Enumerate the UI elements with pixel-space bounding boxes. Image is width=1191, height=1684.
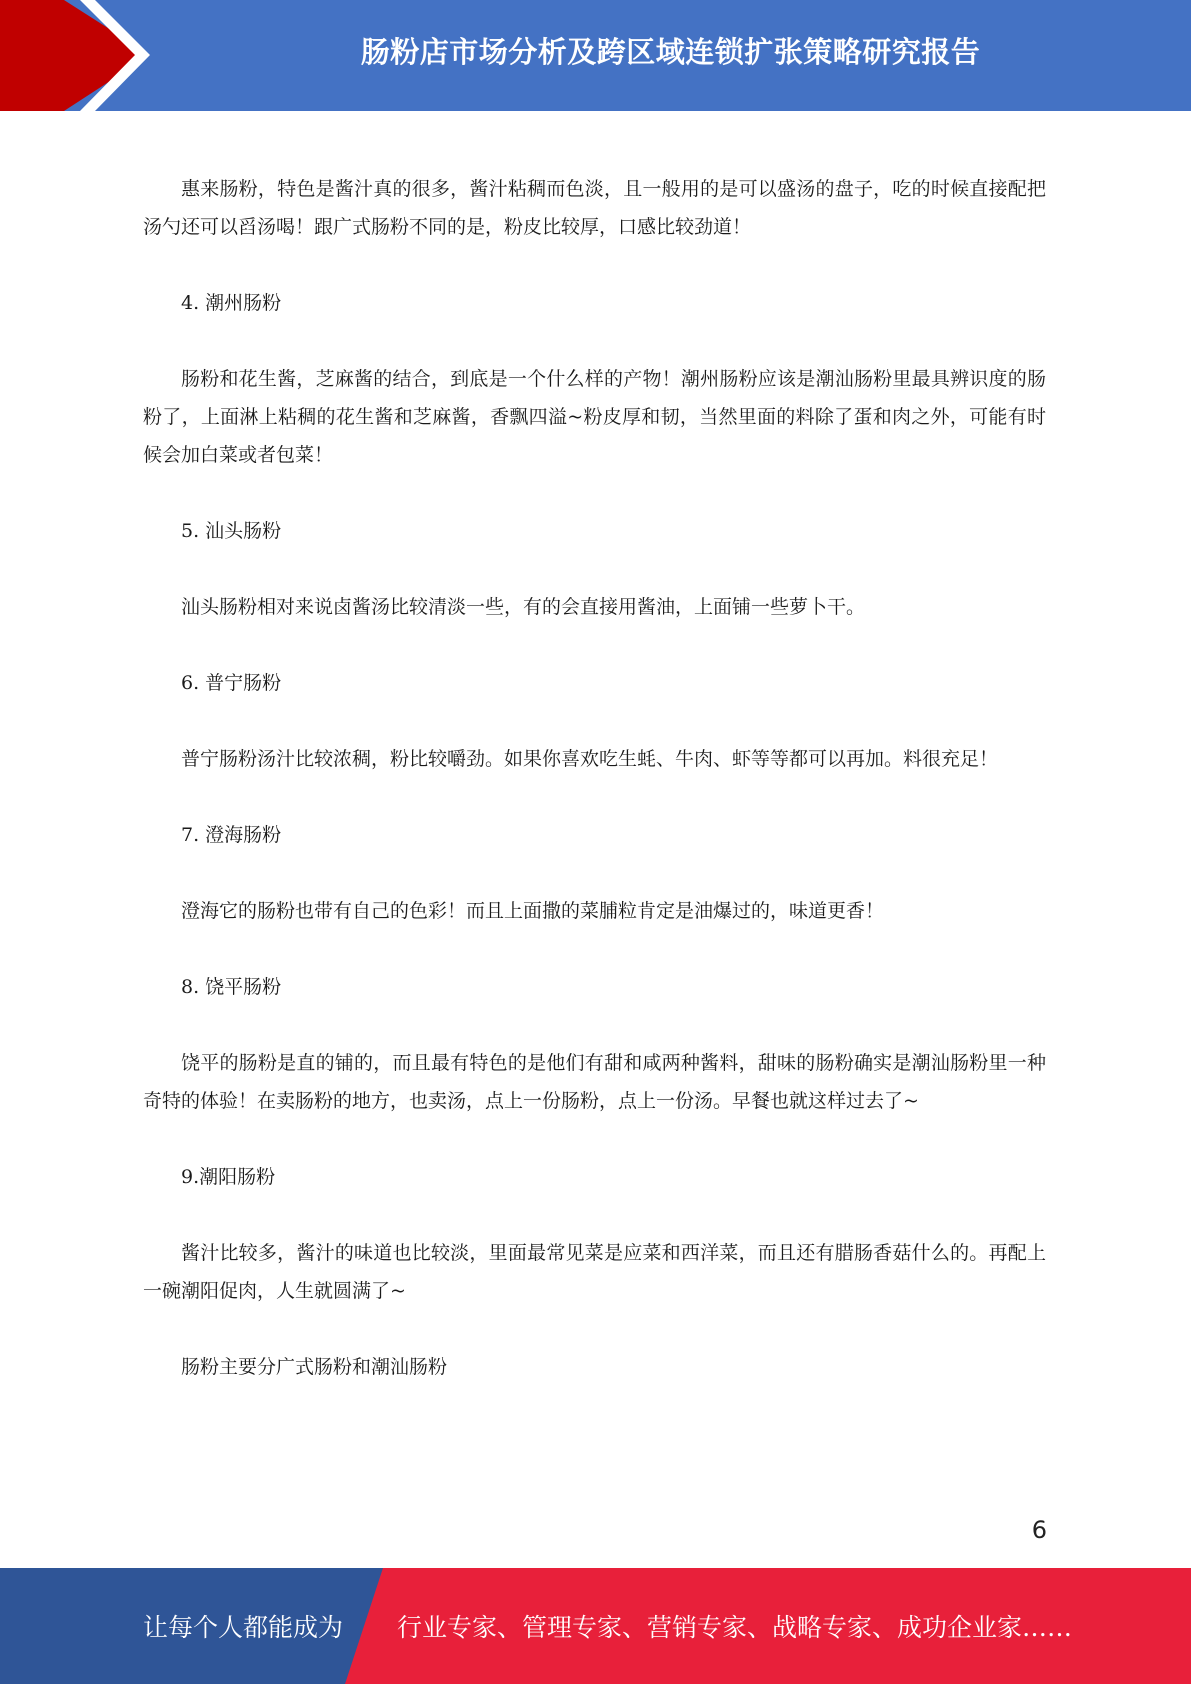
footer-slogan-left: 让每个人都能成为 <box>143 1613 344 1642</box>
page-footer <box>0 1568 1191 1684</box>
heading-puning: 6. 普宁肠粉 <box>181 672 282 694</box>
paragraph-huilai: 惠来肠粉，特色是酱汁真的很多，酱汁粘稠而色淡，且一般用的是可以盛汤的盘子，吃的时候直接配把汤勺还可以舀汤喝！跟广式肠粉不同的是，粉皮比较厚，口感比较劲道！ <box>143 178 1046 238</box>
page-number: 6 <box>1031 1516 1047 1544</box>
paragraph-raoping: 饶平的肠粉是直的铺的，而且最有特色的是他们有甜和咸两种酱料，甜味的肠粉确实是潮汕肠粉里一种奇特的体验！在卖肠粉的地方，也卖汤，点上一份肠粉，点上一份汤。早餐也就这样过去了~ <box>143 1052 1046 1112</box>
document-title: 肠粉店市场分析及跨区域连锁扩张策略研究报告 <box>360 34 981 69</box>
paragraph-shantou: 汕头肠粉相对来说卤酱汤比较清淡一些，有的会直接用酱油，上面铺一些萝卜干。 <box>181 596 866 618</box>
heading-chenghai: 7. 澄海肠粉 <box>181 824 282 846</box>
heading-chaoyang: 9.潮阳肠粉 <box>181 1166 276 1188</box>
paragraph-summary: 肠粉主要分广式肠粉和潮汕肠粉 <box>181 1356 448 1378</box>
paragraph-chaozhou: 肠粉和花生酱，芝麻酱的结合，到底是一个什么样的产物！潮州肠粉应该是潮汕肠粉里最具辨识度的肠粉了，上面淋上粘稠的花生酱和芝麻酱，香飘四溢~粉皮厚和韧，当然里面的料除了蛋和肉之外，可能有时候会加白菜或者包菜！ <box>143 368 1046 466</box>
page-header <box>0 0 1191 111</box>
paragraph-puning: 普宁肠粉汤汁比较浓稠，粉比较嚼劲。如果你喜欢吃生蚝、牛肉、虾等等都可以再加。料很充足！ <box>181 748 999 770</box>
document-body <box>143 170 1046 1424</box>
heading-raoping: 8. 饶平肠粉 <box>181 976 282 998</box>
heading-chaozhou: 4. 潮州肠粉 <box>181 292 282 314</box>
paragraph-chenghai: 澄海它的肠粉也带有自己的色彩！而且上面撒的菜脯粒肯定是油爆过的，味道更香！ <box>181 900 885 922</box>
paragraph-chaoyang: 酱汁比较多，酱汁的味道也比较淡，里面最常见菜是应菜和西洋菜，而且还有腊肠香菇什么的。再配上一碗潮阳促肉，人生就圆满了~ <box>143 1242 1046 1302</box>
footer-slogan-right: 行业专家、管理专家、营销专家、战略专家、成功企业家…… <box>397 1613 1073 1642</box>
heading-shantou: 5. 汕头肠粉 <box>181 520 282 542</box>
